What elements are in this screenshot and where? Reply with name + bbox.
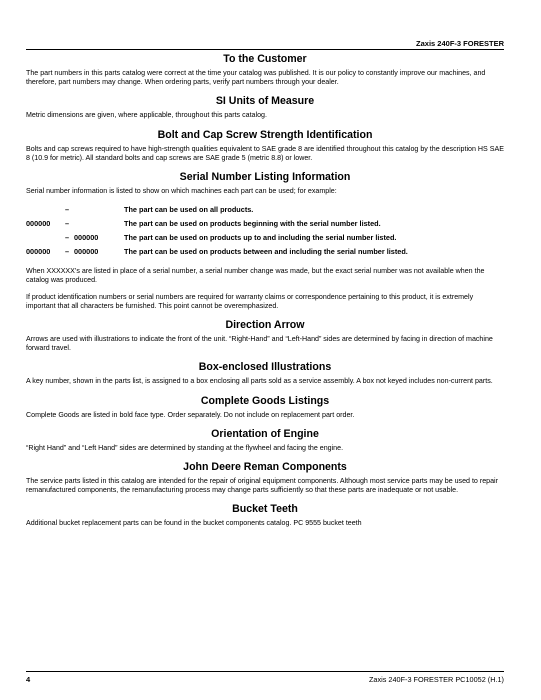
- serial-to: 000000: [74, 246, 99, 256]
- section-heading: SI Units of Measure: [215, 95, 315, 108]
- serial-from: [26, 230, 64, 244]
- footer-rule: [26, 671, 504, 672]
- section-heading: Serial Number Listing Information: [179, 171, 351, 184]
- footer-text: Zaxis 240F-3 FORESTER PC10052 (H.1): [368, 675, 504, 684]
- section-paragraph: The service parts listed in this catalog are intended for the repair of original equipment components. Although most service parts may be used to repair remanufactured components, the remanufacturing process may change parts sufficiently so that these parts are inadequate or not usable.: [26, 477, 498, 495]
- serial-note: When XXXXXX’s are listed in place of a serial number, a serial number change was made, but the exact serial number was not available when the catalog was produced.: [26, 267, 485, 285]
- serial-description: The part can be used on all products.: [124, 204, 254, 214]
- section-heading: Direction Arrow: [225, 319, 305, 332]
- serial-from: 000000: [26, 246, 51, 256]
- section-heading: Bucket Teeth: [232, 503, 298, 516]
- serial-to: [70, 202, 124, 216]
- header-rule: [26, 49, 504, 50]
- serial-description: The part can be used on products up to and including the serial number listed.: [124, 232, 397, 242]
- section-paragraph: Metric dimensions are given, where applicable, throughout this parts catalog.: [26, 111, 267, 120]
- section-heading: Bolt and Cap Screw Strength Identification: [157, 128, 373, 141]
- serial-note: If product identification numbers or serial numbers are required for warranty claims or correspondence pertaining to this product, it is extremely important that all characters be furnished. This point cannot be overemphasized.: [26, 292, 474, 310]
- section-heading: Box-enclosed Illustrations: [198, 361, 332, 374]
- section-paragraph: Complete Goods are listed in bold face type. Order separately. Do not include on replacement part order.: [26, 410, 355, 419]
- serial-description: The part can be used on products between and including the serial number listed.: [124, 246, 408, 256]
- page-number: 4: [26, 675, 31, 684]
- section-paragraph: A key number, shown in the parts list, is assigned to a box enclosing all parts sold as a service assembly. A box not keyed includes non-current parts.: [26, 377, 493, 386]
- table-row: [26, 230, 408, 244]
- serial-to: [70, 216, 124, 230]
- serial-description: The part can be used on products beginning with the serial number listed.: [124, 218, 381, 228]
- section-heading: To the Customer: [223, 53, 307, 65]
- page-content: [26, 52, 504, 536]
- section-paragraph: “Right Hand” and “Left Hand” sides are determined by standing at the flywheel and facing the engine.: [26, 443, 344, 452]
- serial-dash: –: [64, 218, 70, 228]
- table-row: [26, 202, 408, 216]
- table-row: [26, 216, 408, 230]
- serial-to: 000000: [74, 232, 99, 242]
- serial-from: [26, 202, 64, 216]
- section-paragraph: Arrows are used with illustrations to indicate the front of the unit. “Right-Hand” and “Left-Hand” sides are determined by facing in direction of machine forward travel.: [26, 335, 493, 353]
- header-title: Zaxis 240F-3 FORESTER: [416, 39, 504, 48]
- serial-dash: –: [64, 204, 70, 214]
- section-paragraph: Bolts and cap screws required to have high-strength qualities equivalent to SAE grade 8 are identified throughout this catalog by the description HS SAE 8 (10.9 for metric). All standard bolts and cap screws are SAE grade 5 (metric 8.8) or lower.: [26, 144, 504, 162]
- serial-dash: –: [64, 246, 70, 256]
- section-paragraph: Additional bucket replacement parts can be found in the bucket components catalog. PC 9555 bucket teeth: [26, 519, 362, 528]
- section-heading: Complete Goods Listings: [200, 394, 330, 407]
- serial-from: 000000: [26, 218, 51, 228]
- section-paragraph: Serial number information is listed to show on which machines each part can be used; for example:: [26, 187, 337, 196]
- section-paragraph: The part numbers in this parts catalog were correct at the time your catalog was published. It is our policy to constantly improve our machines, and therefore, part numbers may change. When ordering parts, verify part numbers through your dealer.: [26, 69, 486, 87]
- section-heading: Orientation of Engine: [211, 427, 319, 440]
- section-heading: John Deere Reman Components: [183, 461, 347, 474]
- table-row: [26, 244, 408, 258]
- serial-number-table: [26, 202, 408, 258]
- serial-dash: –: [64, 232, 70, 242]
